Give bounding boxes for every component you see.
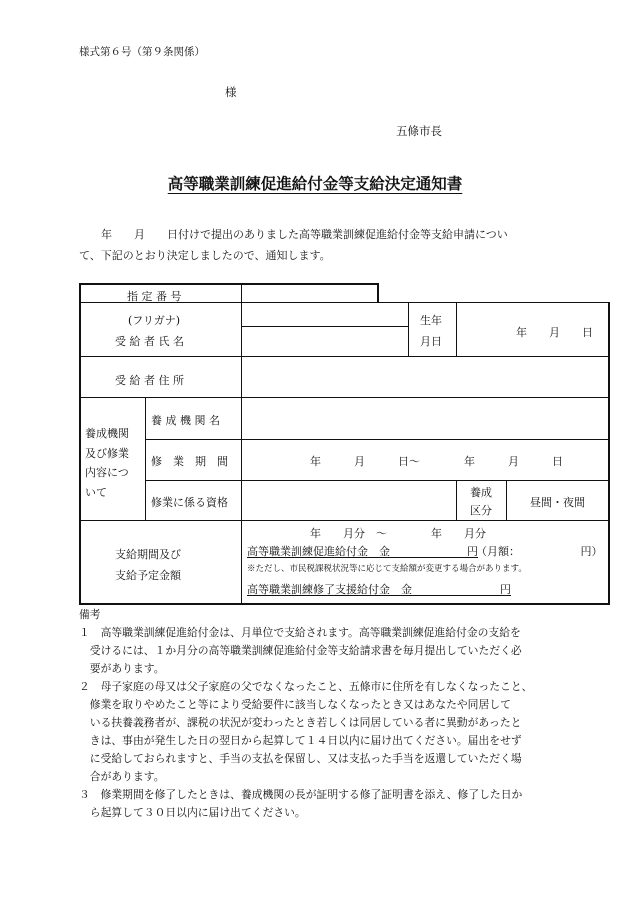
intro-line-1: 年 月 日付けで提出のありました高等職業訓練促進給付金等支給申請につい xyxy=(79,228,508,241)
remark-line: ら起算して３０日以内に届け出てください。 xyxy=(79,806,306,819)
monthly-amount: （月額： 円） xyxy=(476,545,603,558)
table-border xyxy=(408,302,409,357)
institution-name-label: 養 成 機 関 名 xyxy=(151,414,220,427)
table-border xyxy=(79,283,378,285)
training-group-label: 養成機関 xyxy=(85,427,129,440)
remarks xyxy=(79,606,599,822)
remark-line: 要があります。 xyxy=(79,662,165,675)
remark-line: に受給しておられますと、手当の支払を保留し、又は支払った手当を返還していただく場 xyxy=(79,752,522,765)
remark-line: 受けるには、１か月分の高等職業訓練促進給付金等支給請求書を毎月提出していただく必 xyxy=(79,644,522,657)
birth-date-label: 月日 xyxy=(420,335,442,348)
remark-line: きは、事由が発生した日の翌日から起算して１４日以内に届け出てください。届出をせず xyxy=(79,734,522,747)
course-type-label: 養成 xyxy=(470,486,492,499)
remark-item xyxy=(79,678,599,786)
recipient-address-label: 受 給 者 住 所 xyxy=(115,374,184,387)
remark-line: 合があります。 xyxy=(79,770,165,783)
recipient-name-label: 受 給 者 氏 名 xyxy=(115,335,184,348)
birth-date-value: 年 月 日 xyxy=(516,326,593,339)
intro-line-2: て、下記のとおり決定しましたので、通知します。 xyxy=(79,249,331,262)
table-border xyxy=(79,520,610,521)
table-border xyxy=(506,480,507,521)
course-type-value: 昼間・夜間 xyxy=(530,496,585,509)
designation-number-label: 指 定 番 号 xyxy=(127,290,182,303)
training-period-value: 年 月 日～ 年 月 日 xyxy=(310,455,563,468)
remark-line: いる扶養義務者が、課税の状況が変わったとき若しくは同居している者に異動があったと xyxy=(79,716,522,729)
training-group-label: いて xyxy=(85,486,107,499)
table-border xyxy=(456,480,457,521)
qualification-label: 修業に係る資格 xyxy=(151,496,228,509)
table-border xyxy=(456,302,457,357)
table-border xyxy=(241,326,409,327)
table-border xyxy=(145,439,610,440)
payment-note: ※ただし、市民税課税状況等に応じて支給額が変更する場合があります。 xyxy=(247,564,527,574)
table-border xyxy=(608,302,610,604)
remark-line: 修業を取りやめたこと等により受給要件に該当しなくなったとき又はあなたや同居して xyxy=(79,698,511,711)
issuer: 五條市長 xyxy=(396,124,442,138)
table-border xyxy=(79,397,610,398)
table-border xyxy=(241,283,242,604)
remark-item xyxy=(79,786,599,822)
table-border xyxy=(145,480,610,481)
table-border xyxy=(145,397,146,521)
addressee-suffix: 様 xyxy=(225,85,237,99)
table-border xyxy=(377,283,379,303)
form-number: 様式第６号（第９条関係） xyxy=(79,46,205,58)
completion-benefit-amount: 高等職業訓練修了支援給付金 金 円 xyxy=(247,583,511,596)
remark-item xyxy=(79,624,599,678)
payment-label: 支給期間及び xyxy=(115,548,181,561)
payment-period: 年 月分 ～ 年 月分 xyxy=(310,527,486,540)
page-title: 高等職業訓練促進給付金等支給決定通知書 xyxy=(167,174,463,193)
table-border xyxy=(79,603,610,605)
training-period-label: 修 業 期 間 xyxy=(151,455,228,468)
remark-line: ２ 母子家庭の母又は父子家庭の父でなくなったこと、五條市に住所を有しなくなったこと、 xyxy=(79,680,533,693)
promotion-benefit-amount: 高等職業訓練促進給付金 金 円 xyxy=(247,545,478,558)
table-border xyxy=(79,356,610,357)
birth-date-label: 生年 xyxy=(420,314,442,327)
training-group-label: 及び修業 xyxy=(85,447,129,460)
course-type-label: 区分 xyxy=(470,504,492,517)
remark-line: １ 高等職業訓練促進給付金は、月単位で支給されます。高等職業訓練促進給付金の支給を xyxy=(79,626,521,639)
intro-paragraph xyxy=(79,224,579,266)
remark-line: ３ 修業期間を修了したときは、養成機関の長が証明する修了証明書を添え、修了した日か xyxy=(79,788,523,801)
remarks-heading: 備考 xyxy=(79,608,101,621)
table-border xyxy=(79,283,81,604)
payment-label: 支給予定金額 xyxy=(115,569,181,582)
training-group-label: 内容につ xyxy=(85,466,129,479)
furigana-label: (フリガナ) xyxy=(128,314,181,327)
